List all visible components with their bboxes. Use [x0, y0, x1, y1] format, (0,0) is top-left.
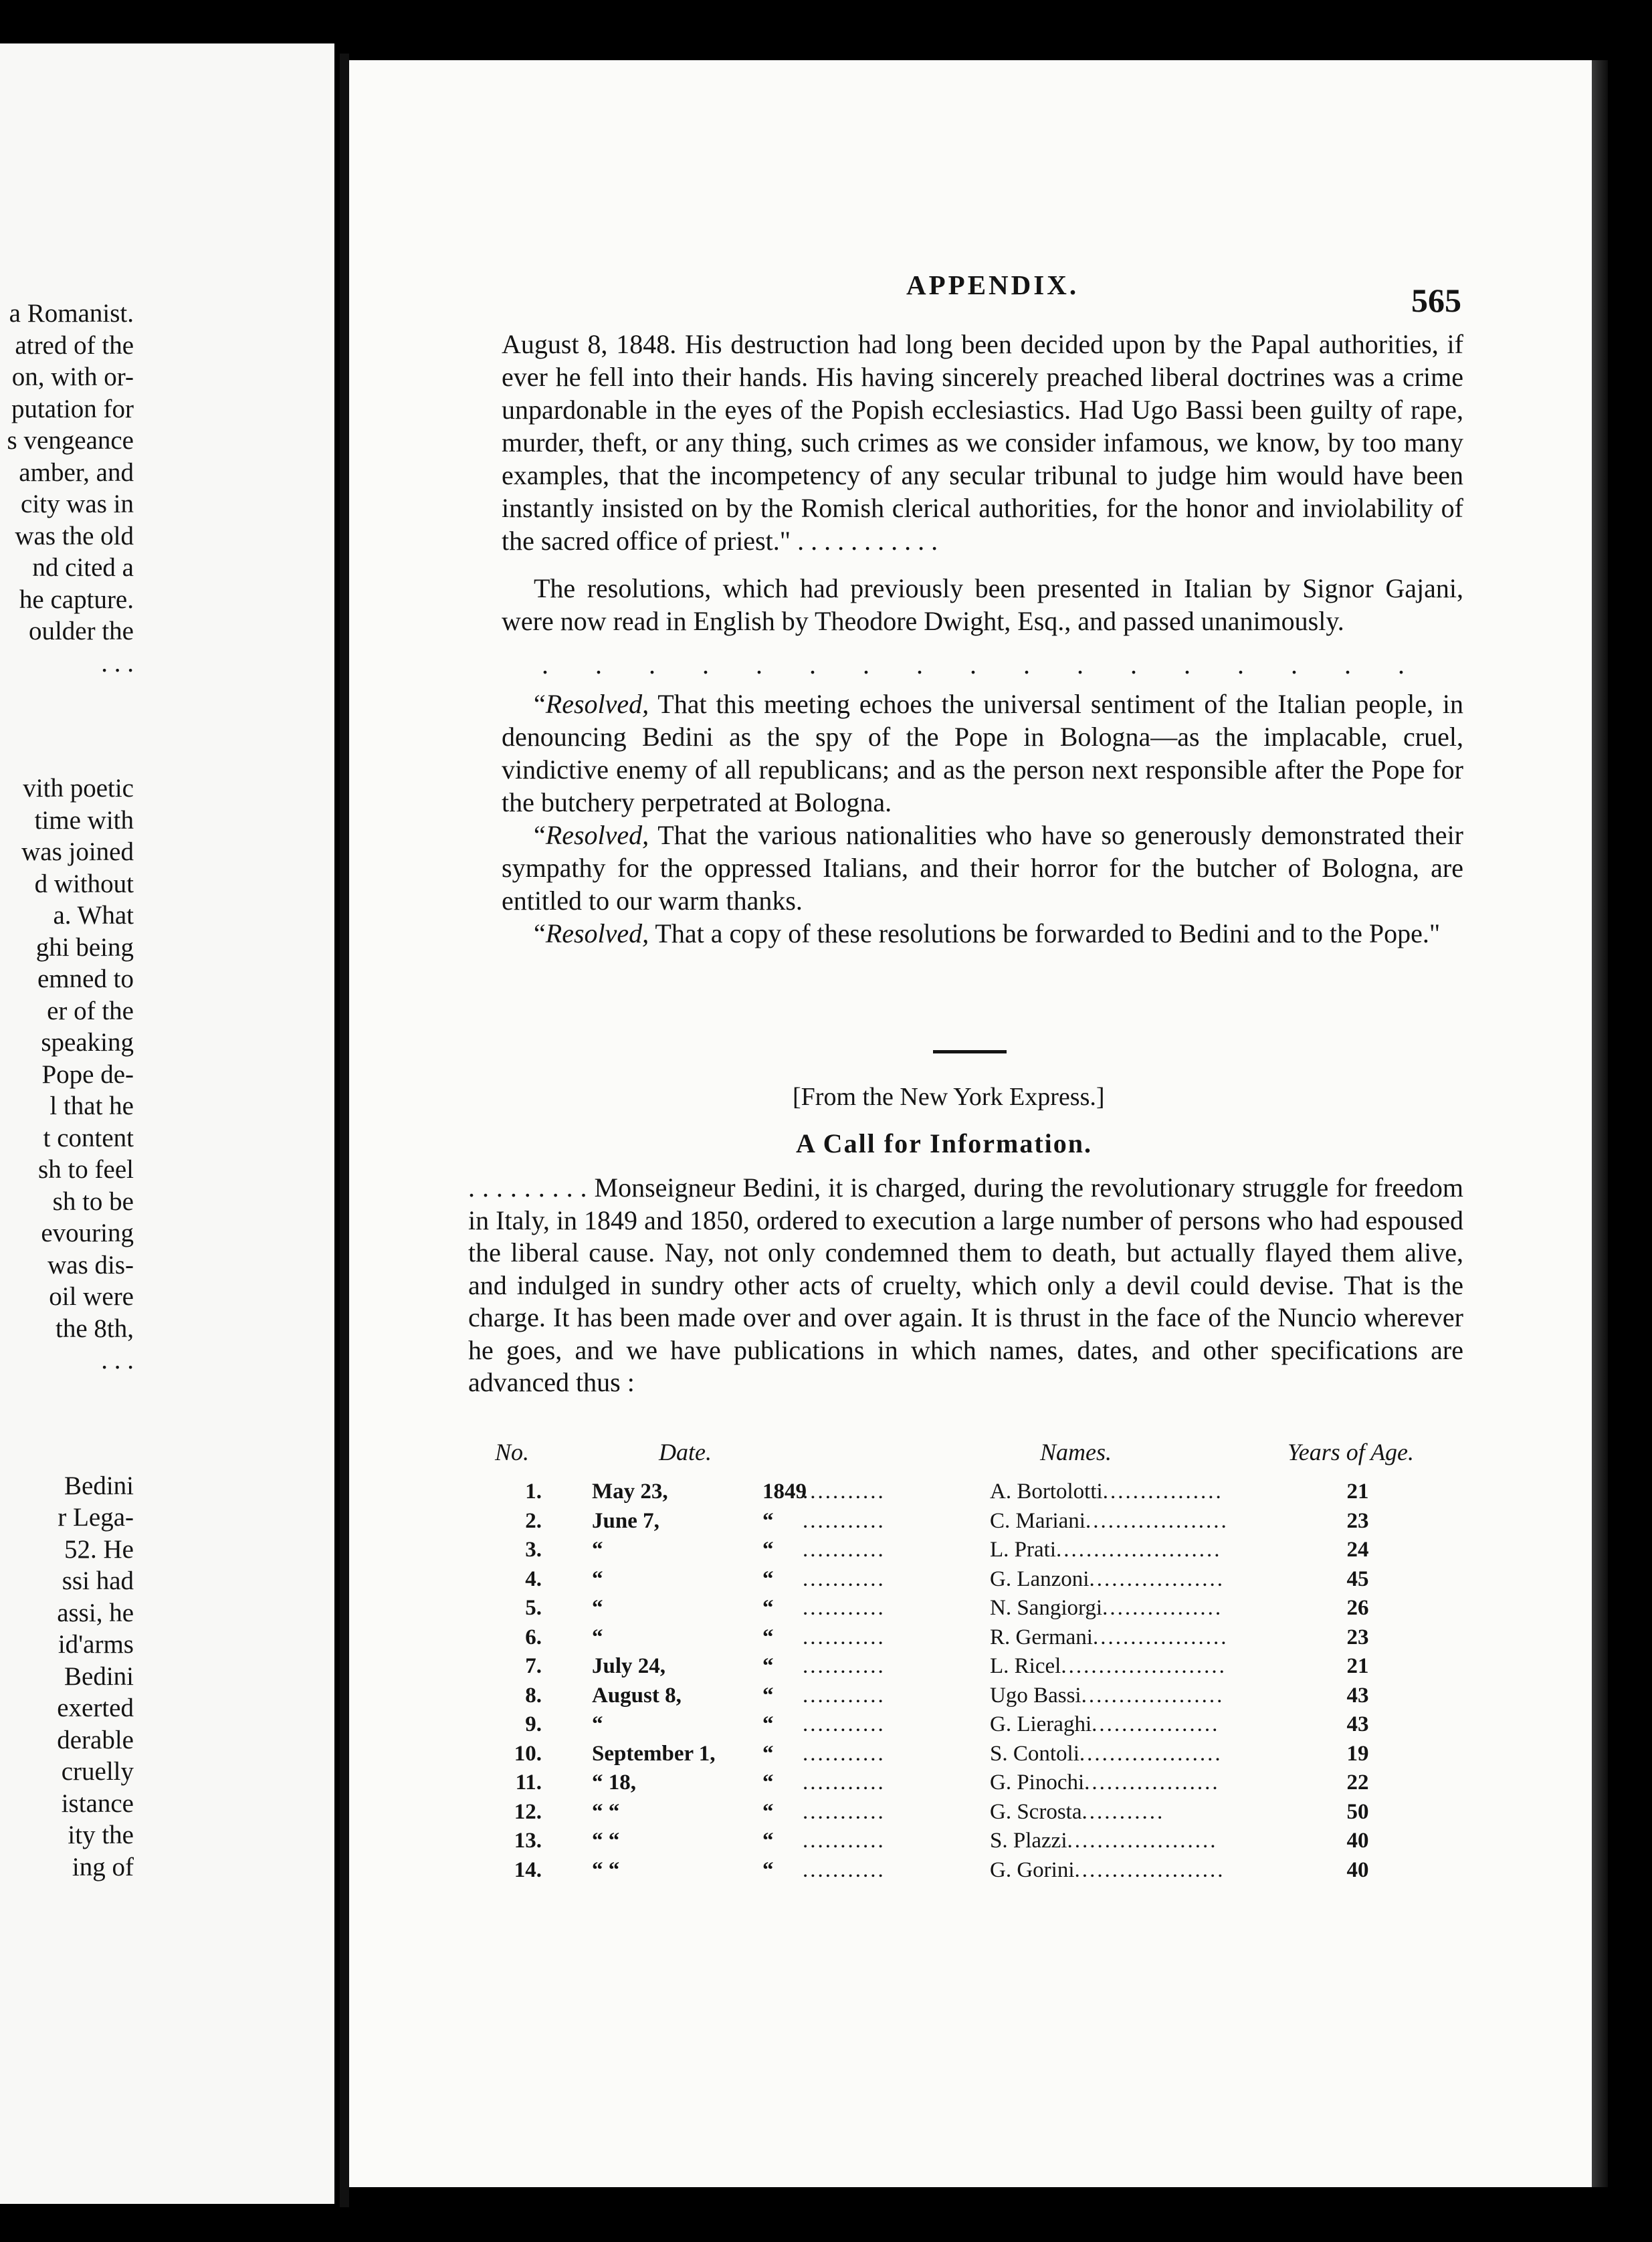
table-row	[495, 1538, 1445, 1566]
left-line-bottom: 52. He	[64, 1534, 134, 1564]
cell-no: 8.	[525, 1683, 542, 1708]
cell-age: 45	[1346, 1566, 1369, 1591]
cell-date: “ “	[592, 1857, 620, 1882]
cell-no: 13.	[514, 1829, 542, 1853]
cell-no: 4.	[525, 1566, 542, 1591]
left-line-mid: d without	[34, 869, 134, 898]
cell-age: 50	[1346, 1799, 1369, 1824]
cell-leader-dots: ...........	[803, 1799, 886, 1824]
left-line-bottom: assi, he	[57, 1598, 134, 1627]
resolved-label: Resolved,	[545, 689, 649, 719]
cell-name	[990, 1858, 1225, 1883]
left-line-mid: Pope de-	[41, 1059, 134, 1089]
page-number: 565	[1411, 282, 1461, 319]
cell-age: 21	[1346, 1480, 1369, 1504]
cell-year: 1849	[762, 1480, 807, 1504]
name-leader-dots: ..................	[1089, 1566, 1225, 1591]
cell-date: September 1,	[592, 1741, 716, 1766]
cell-leader-dots: ...........	[803, 1480, 886, 1504]
cell-age: 23	[1346, 1625, 1369, 1649]
left-line-top: putation for	[11, 394, 134, 423]
cell-age: 24	[1346, 1538, 1369, 1562]
left-line-mid: sh to feel	[38, 1155, 134, 1184]
left-line-top: he capture.	[19, 585, 134, 614]
cell-leader-dots: ...........	[803, 1829, 886, 1853]
cell-no: 2.	[525, 1508, 542, 1533]
cell-year: “	[762, 1799, 774, 1824]
table-row	[495, 1509, 1445, 1538]
cell-date: “	[592, 1712, 603, 1736]
cell-year: “	[762, 1712, 774, 1736]
cell-leader-dots: ...........	[803, 1625, 886, 1649]
ellipsis-row: . . . . . . . . . . . . . . . . .	[542, 649, 1425, 680]
name-leader-dots: ................	[1102, 1596, 1223, 1620]
cell-leader-dots: ...........	[803, 1683, 886, 1708]
table-row	[495, 1567, 1445, 1596]
left-line-mid: emned to	[37, 964, 134, 993]
cell-year: “	[762, 1857, 774, 1882]
name-leader-dots: ...................	[1085, 1508, 1229, 1533]
left-line-top: a Romanist.	[9, 299, 134, 328]
left-line-mid: a. What	[53, 901, 134, 930]
left-line-top: was the old	[15, 521, 134, 550]
cell-name	[990, 1480, 1223, 1504]
cell-leader-dots: ...........	[803, 1538, 886, 1562]
cell-name	[990, 1684, 1224, 1708]
paragraph-bassi: August 8, 1848. His destruction had long been decided upon by the Papal authorities, if ever he fell into their hands. His having sincerely preached liberal doctrines was a crime unpardonable in the eyes of the Popish ecclesiastics. Had Ugo Bassi been guilty of rape, murder, theft, or any thing, such crimes as we consider infamous, we know, by too many examples, that the incompetency of any secular tribunal to judge him would have been instantly insisted on by the Romish clerical authorities, for the honor and inviolability of the sacred office of priest." . . . . . . . . . . .	[502, 329, 1463, 556]
cell-no: 1.	[525, 1480, 542, 1504]
body-text	[502, 328, 1463, 950]
table-row	[495, 1712, 1445, 1741]
name-leader-dots: ......................	[1055, 1538, 1222, 1562]
cell-name	[990, 1654, 1227, 1679]
left-line-bottom: ity the	[68, 1821, 134, 1849]
header-no: No.	[495, 1439, 530, 1465]
cell-name	[990, 1538, 1221, 1562]
cell-age: 23	[1346, 1508, 1369, 1533]
cell-no: 5.	[525, 1596, 542, 1620]
cell-name	[990, 1567, 1225, 1592]
header-date: Date.	[659, 1439, 712, 1465]
cell-year: “	[762, 1654, 774, 1678]
left-line-top: s vengeance	[7, 426, 134, 455]
cell-name	[990, 1625, 1228, 1650]
left-line-top: atred of the	[15, 330, 134, 360]
cell-name	[990, 1712, 1219, 1737]
name-leader-dots: ......................	[1061, 1654, 1227, 1678]
left-line-mid: speaking	[41, 1028, 134, 1057]
left-line-mid: ghi being	[35, 932, 134, 962]
name-leader-dots: ....................	[1074, 1857, 1225, 1882]
left-line-bottom: derable	[57, 1725, 134, 1754]
name-text: S. Contoli	[990, 1741, 1079, 1766]
table-row	[495, 1684, 1445, 1712]
cell-year: “	[762, 1625, 774, 1649]
table-row	[495, 1596, 1445, 1625]
table-row	[495, 1625, 1445, 1654]
left-line-mid: was dis-	[47, 1250, 134, 1280]
table-row	[495, 1800, 1445, 1829]
cell-age: 43	[1346, 1712, 1369, 1736]
name-text: N. Sangiorgi	[990, 1596, 1103, 1620]
name-text: S. Plazzi	[990, 1829, 1067, 1853]
cell-leader-dots: ...........	[803, 1770, 886, 1795]
cell-year: “	[762, 1508, 774, 1533]
open-quote: “	[534, 689, 546, 719]
cell-age: 22	[1346, 1770, 1369, 1795]
name-leader-dots: ...................	[1079, 1741, 1223, 1766]
cell-year: “	[762, 1770, 774, 1795]
name-text: G. Gorini	[990, 1857, 1075, 1882]
open-quote: “	[534, 918, 546, 948]
call-text	[468, 1172, 1463, 1399]
left-line-bottom: exerted	[57, 1694, 134, 1722]
cell-no: 6.	[525, 1625, 542, 1649]
left-page-fragments	[0, 298, 134, 1883]
resolved-label: Resolved,	[545, 820, 649, 850]
cell-leader-dots: ...........	[803, 1741, 886, 1766]
cell-age: 40	[1346, 1829, 1369, 1853]
cell-leader-dots: ...........	[803, 1654, 886, 1678]
left-line-top: city was in	[21, 490, 134, 518]
section-title: A Call for Information.	[796, 1128, 1093, 1158]
table-row	[495, 1829, 1445, 1857]
name-leader-dots: ..................	[1084, 1770, 1220, 1795]
paragraph-resolutions-intro: The resolutions, which had previously been presented in Italian by Signor Gajani, were now read in English by Theodore Dwight, Esq., and passed unanimously.	[502, 573, 1463, 636]
cell-name	[990, 1829, 1217, 1853]
cell-age: 43	[1346, 1683, 1369, 1708]
left-line-top: amber, and	[19, 457, 134, 487]
cell-date: May 23,	[592, 1480, 668, 1504]
paragraph-bedini-charge: . . . . . . . . . Monseigneur Bedini, it is charged, during the revolutionary struggle for freedom in Italy, in 1849 and 1850, ordered to execution a large number of persons who had espoused the liberal cause. Nay, not only condemned them to death, but actually flayed them alive, and indulged in sundry other acts of cruelty, which only a devil could devise. That is the charge. It has been made over and over again. It is thrust in the face of the Nuncio wherever he goes, and we have publications in which names, dates, and other specifications are advanced thus :	[468, 1173, 1463, 1397]
cell-leader-dots: ...........	[803, 1596, 886, 1620]
cell-date: August 8,	[592, 1683, 682, 1708]
cell-age: 21	[1346, 1654, 1369, 1678]
left-line-bottom: r Lega-	[58, 1503, 134, 1532]
cell-year: “	[762, 1741, 774, 1766]
cell-no: 12.	[514, 1799, 542, 1824]
cell-name	[990, 1742, 1223, 1766]
header-names: Names.	[1040, 1439, 1112, 1465]
source-line: [From the New York Express.]	[793, 1083, 1105, 1111]
name-text: A. Bortolotti	[990, 1480, 1103, 1504]
cell-no: 10.	[514, 1741, 542, 1766]
left-line-bottom: Bedini	[64, 1471, 134, 1500]
left-line-mid: . . .	[101, 1346, 134, 1374]
table-row	[495, 1858, 1445, 1887]
left-line-bottom: ssi had	[62, 1566, 134, 1595]
left-line-top: nd cited a	[32, 553, 134, 582]
left-line-bottom: Bedini	[64, 1661, 134, 1691]
name-text: G. Lieraghi	[990, 1712, 1092, 1736]
left-line-mid: the 8th,	[56, 1314, 134, 1343]
left-line-bottom: id'arms	[58, 1630, 134, 1659]
cell-leader-dots: ...........	[803, 1508, 886, 1533]
name-leader-dots: ..................	[1092, 1625, 1229, 1649]
cell-date: “ “	[592, 1829, 620, 1853]
cell-year: “	[762, 1566, 774, 1591]
name-leader-dots: ...................	[1081, 1683, 1225, 1708]
resolved-label: Resolved,	[545, 918, 649, 948]
name-text: G. Pinochi	[990, 1770, 1085, 1795]
left-line-mid: t content	[43, 1123, 134, 1152]
header-age: Years of Age.	[1287, 1439, 1415, 1465]
left-line-mid: sh to be	[52, 1187, 134, 1216]
left-line-bottom: istance	[61, 1789, 134, 1818]
cell-date: “ 18,	[592, 1770, 636, 1795]
name-text: R. Germani	[990, 1625, 1093, 1649]
cell-no: 9.	[525, 1712, 542, 1736]
resolution-1	[502, 688, 1463, 819]
cell-leader-dots: ...........	[803, 1712, 886, 1736]
cell-date: July 24,	[592, 1654, 666, 1678]
cell-name	[990, 1509, 1229, 1534]
cell-date: “	[592, 1596, 603, 1620]
section-separator	[933, 1050, 1007, 1053]
name-text: L. Prati	[990, 1538, 1056, 1562]
resolution-2	[502, 819, 1463, 917]
name-text: C. Mariani	[990, 1508, 1086, 1533]
table-row	[495, 1480, 1445, 1508]
cell-date: “ “	[592, 1799, 620, 1824]
cell-age: 40	[1346, 1857, 1369, 1882]
cell-year: “	[762, 1683, 774, 1708]
cell-no: 11.	[515, 1770, 542, 1795]
running-head: APPENDIX.	[906, 270, 1079, 300]
cell-leader-dots: ...........	[803, 1566, 886, 1591]
resolution-text: That a copy of these resolutions be forwarded to Bedini and to the Pope."	[649, 918, 1441, 948]
table-row	[495, 1654, 1445, 1683]
left-line-bottom: cruelly	[61, 1757, 134, 1786]
name-leader-dots: ....................	[1067, 1829, 1218, 1853]
name-text: Ugo Bassi	[990, 1683, 1081, 1708]
cell-age: 26	[1346, 1596, 1369, 1620]
left-line-top: . . .	[101, 648, 134, 678]
cell-date: “	[592, 1566, 603, 1591]
cell-year: “	[762, 1538, 774, 1562]
name-text: L. Ricel	[990, 1654, 1061, 1678]
cell-date: “	[592, 1625, 603, 1649]
cell-year: “	[762, 1596, 774, 1620]
left-line-mid: l that he	[49, 1092, 134, 1120]
cell-no: 3.	[525, 1538, 542, 1562]
cell-date: June 7,	[592, 1508, 659, 1533]
name-leader-dots: .................	[1092, 1712, 1220, 1736]
cell-no: 14.	[514, 1857, 542, 1882]
cell-name	[990, 1800, 1164, 1825]
name-leader-dots: ...........	[1081, 1799, 1165, 1824]
cell-name	[990, 1770, 1220, 1795]
left-line-mid: vith poetic	[23, 774, 134, 803]
left-line-mid: evouring	[41, 1219, 134, 1247]
left-line-bottom: ing of	[72, 1852, 134, 1881]
name-text: G. Scrosta	[990, 1799, 1082, 1824]
left-line-mid: time with	[34, 805, 134, 835]
name-text: G. Lanzoni	[990, 1566, 1090, 1591]
left-line-top: on, with or-	[11, 363, 134, 391]
name-leader-dots: ................	[1102, 1480, 1223, 1504]
left-line-top: oulder the	[28, 617, 134, 645]
open-quote: “	[534, 820, 546, 850]
cell-year: “	[762, 1829, 774, 1853]
page-edge	[1592, 60, 1608, 2187]
cell-date: “	[592, 1538, 603, 1562]
cell-leader-dots: ...........	[803, 1857, 886, 1882]
resolution-3	[502, 917, 1463, 950]
left-line-mid: er of the	[47, 996, 134, 1025]
table-row	[495, 1742, 1445, 1770]
left-line-mid: oil were	[49, 1282, 134, 1311]
cell-name	[990, 1596, 1223, 1621]
left-line-mid: was joined	[21, 837, 134, 866]
table-row	[495, 1770, 1445, 1799]
resolution-text: That the various nationalities who have so generously demonstrated their sympathy for the oppressed Italians, and their horror for the butcher of Bologna, are entitled to our warm thanks.	[502, 820, 1463, 916]
gutter-line	[340, 54, 349, 2207]
resolution-text: That this meeting echoes the universal sentiment of the Italian people, in denouncing Bedini as the spy of the Pope in Bologna—as the implacable, cruel, vindictive enemy of all republicans; and as the person next responsible after the Pope for the butchery perpetrated at Bologna.	[502, 689, 1463, 817]
cell-age: 19	[1346, 1741, 1369, 1766]
cell-no: 7.	[525, 1654, 542, 1678]
